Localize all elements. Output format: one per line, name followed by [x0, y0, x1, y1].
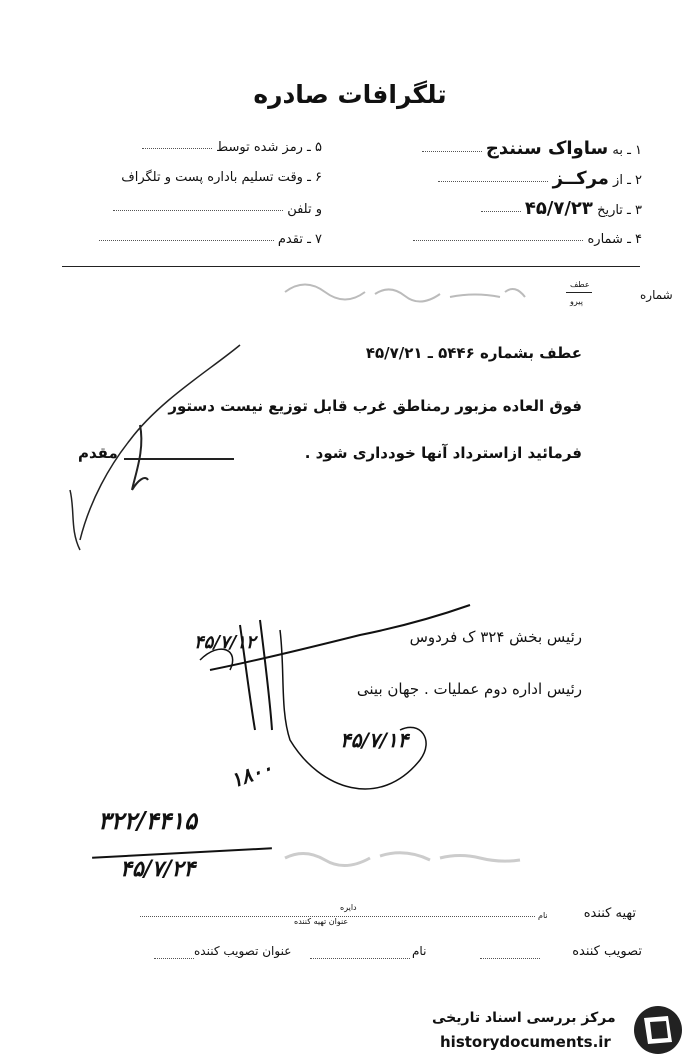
message-line-3: فرمائید ازاسترداد آنها خودداری شود . [304, 444, 582, 462]
message-line-1: عطف بشماره ۵۴۴۶ ـ ۴۵/۷/۲۱ [365, 344, 582, 362]
footer-preparer-title: عنوان تهیه کننده [294, 917, 349, 926]
footer-approver-dots-2 [310, 958, 410, 959]
hw-date-2: ۴۵/۷/۱۴ [340, 728, 409, 752]
dotted-line [413, 239, 583, 241]
hw-date-1: ۴۵/۷/۱۲ [194, 632, 256, 653]
footer-preparer-label: تهیه کننده [583, 906, 636, 921]
field-date [352, 198, 642, 219]
number-fraction-line [566, 292, 592, 293]
field-priority [52, 232, 322, 247]
field-encrypted-by-label: ۵ ـ رمز شده توسط [216, 140, 322, 155]
footer-approver-name: نام [412, 944, 427, 958]
field-from-label: ۲ ـ از [613, 173, 642, 188]
field-from [352, 168, 642, 189]
header-divider [62, 266, 640, 267]
number-label: شماره [640, 288, 673, 302]
field-phone-label: و تلفن [287, 202, 322, 217]
dotted-line [438, 180, 548, 182]
field-number [352, 232, 642, 247]
field-delivery-time-label: ۶ ـ وقت تسلیم باداره پست و تلگراف [121, 170, 322, 185]
dotted-line [99, 239, 274, 241]
field-to-value: ساواک سنندج [485, 138, 609, 159]
hw-reference-date: ۴۵/۷/۲۴ [120, 856, 196, 882]
faded-scribble-2 [280, 838, 540, 874]
watermark-org: مرکز بررسی اسناد تاریخی [432, 1010, 616, 1026]
sign-off: مقدم [78, 444, 118, 462]
document-title: تلگرافات صادره [253, 80, 447, 109]
field-priority-label: ۷ ـ تقدم [277, 232, 322, 247]
dotted-line [142, 147, 212, 149]
dotted-line [481, 210, 521, 212]
dotted-line [113, 209, 283, 211]
footer-approver-dots [480, 958, 540, 959]
field-phone [52, 202, 322, 217]
handwritten-flourish [60, 340, 260, 560]
faded-scribble [280, 272, 550, 312]
hw-time: ۱۸۰۰ [227, 755, 276, 793]
footer-preparer-name: نام [538, 911, 548, 920]
footer-approver-dots-3 [154, 958, 194, 959]
chief-office-line: رئیس اداره دوم عملیات . جهان بینی [356, 680, 582, 698]
field-delivery-time [52, 170, 322, 185]
field-number-label: ۴ ـ شماره [587, 232, 642, 247]
message-line-2: فوق العاده مزبور رمناطق غرب قابل توزیع نیست دستور [168, 397, 582, 415]
field-encrypted-by [52, 140, 322, 155]
field-to [352, 138, 642, 159]
hw-reference: ۳۲۲/۴۴۱۵ [98, 806, 197, 835]
field-date-label: ۳ ـ تاریخ [597, 203, 642, 218]
footer-department: دایره [340, 903, 357, 912]
dotted-line [422, 150, 482, 152]
field-from-value: مرکــز [552, 168, 609, 189]
footer-approver-title: عنوان تصویب کننده [194, 944, 292, 958]
watermark-url: historydocuments.ir [440, 1033, 611, 1051]
field-date-value: ۴۵/۷/۲۳ [524, 198, 593, 219]
field-to-label: ۱ ـ به [612, 143, 642, 158]
number-ref-bottom: پیرو [570, 297, 583, 306]
footer-approver-label: تصویب کننده [572, 944, 642, 959]
number-ref-top: عطف [570, 280, 590, 289]
watermark-logo-icon [628, 1002, 688, 1058]
chief-section-line: رئیس بخش ۳۲۴ ک فردوس [409, 628, 582, 646]
